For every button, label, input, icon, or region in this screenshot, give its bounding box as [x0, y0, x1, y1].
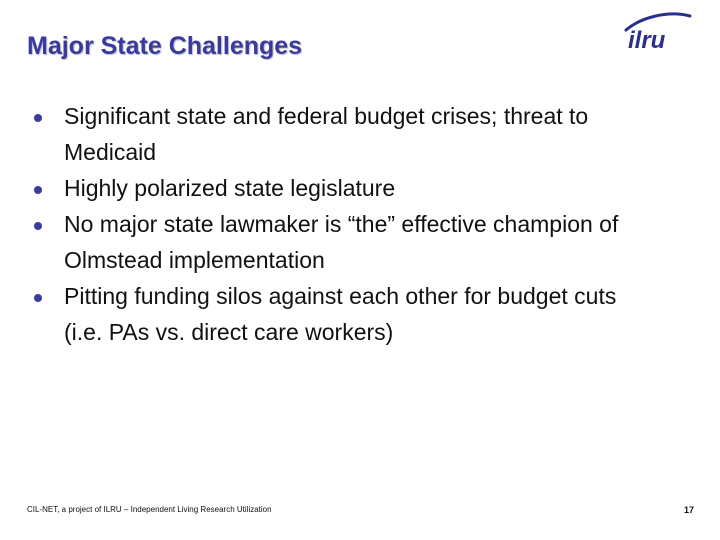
bullet-dot — [34, 114, 42, 122]
logo-text: ilru — [628, 27, 666, 52]
bullet-dot — [34, 222, 42, 230]
bullet-text: Pitting funding silos against each other for budget cuts (i.e. PAs vs. direct care workers) — [64, 283, 617, 345]
bullet-item — [34, 170, 654, 206]
bullet-text: No major state lawmaker is “the” effective champion of Olmstead implementation — [64, 211, 619, 273]
bullet-item — [34, 98, 654, 170]
bullet-text: Significant state and federal budget crises; threat to Medicaid — [64, 103, 589, 165]
bullet-item — [34, 278, 654, 350]
slide-title: Major State Challenges — [27, 32, 303, 60]
bullet-dot — [34, 294, 42, 302]
bullet-item — [34, 206, 654, 278]
bullet-dot — [34, 186, 42, 194]
ilru-logo — [622, 10, 694, 52]
footer-text: CIL-NET, a project of ILRU – Independent Living Research Utilization — [27, 505, 272, 514]
bullet-list — [34, 98, 654, 350]
bullet-text: Highly polarized state legislature — [64, 175, 396, 201]
page-number: 17 — [683, 505, 694, 515]
